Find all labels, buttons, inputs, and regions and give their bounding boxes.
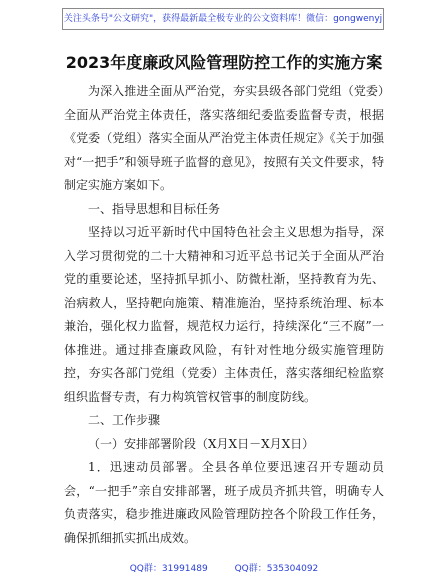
body-paragraph-mobilize: 1．迅速动员部署。全县各单位要迅速召开专题动员会，“一把手”亲自安排部署，班子成员齐抓共管，明确专人负责落实，稳步推进廉政风险管理防控各个阶段工作任务，确保抓细抓实抓出成效。 <box>64 460 384 545</box>
section-heading-2: 二、工作步骤 <box>88 413 161 427</box>
qq-group-2: QQ群：535304092 <box>234 564 319 574</box>
document-title: 2023年度廉政风险管理防控工作的实施方案 <box>65 53 383 72</box>
promo-banner: 关注头条号"公文研究"，获得最新最全极专业的公文资料库！微信：gongwenyj <box>62 8 384 30</box>
section-heading-1: 一、指导思想和目标任务 <box>88 201 221 216</box>
qq-group-1: QQ群：31991489 <box>129 564 208 574</box>
subsection-heading-1: （一）安排部署阶段（X月X日－X月X日） <box>88 436 315 451</box>
document-body <box>64 80 384 550</box>
footer <box>0 561 448 574</box>
body-paragraph-guiding: 坚持以习近平新时代中国特色社会主义思想为指导，深入学习贯彻党的二十大精神和习近平总书记关于全面从严治党的重要论述，坚持抓早抓小、防微杜渐，坚持教育为先、治病救人，坚持靶向施策、精准施治，坚持系统治理、标本兼治，强化权力监督，规范权力运行，持续深化“三不腐”一体推进。通过排查廉政风险，有针对性地分级实施管理防控，夯实各部门党组（党委）主体责任，落实落细纪检监察组织监督专责，有力构筑管权管事的制度防线。 <box>64 225 384 404</box>
intro-paragraph: 为深入推进全面从严治党，夯实县级各部门党组（党委）全面从严治党主体责任，落实落细纪委监委监督专责，根据《党委（党组）落实全面从严治党主体责任规定》《关于加强对“一把手”和领导班子监督的意见》，按照有关文件要求，特制定实施方案如下。 <box>64 84 384 192</box>
